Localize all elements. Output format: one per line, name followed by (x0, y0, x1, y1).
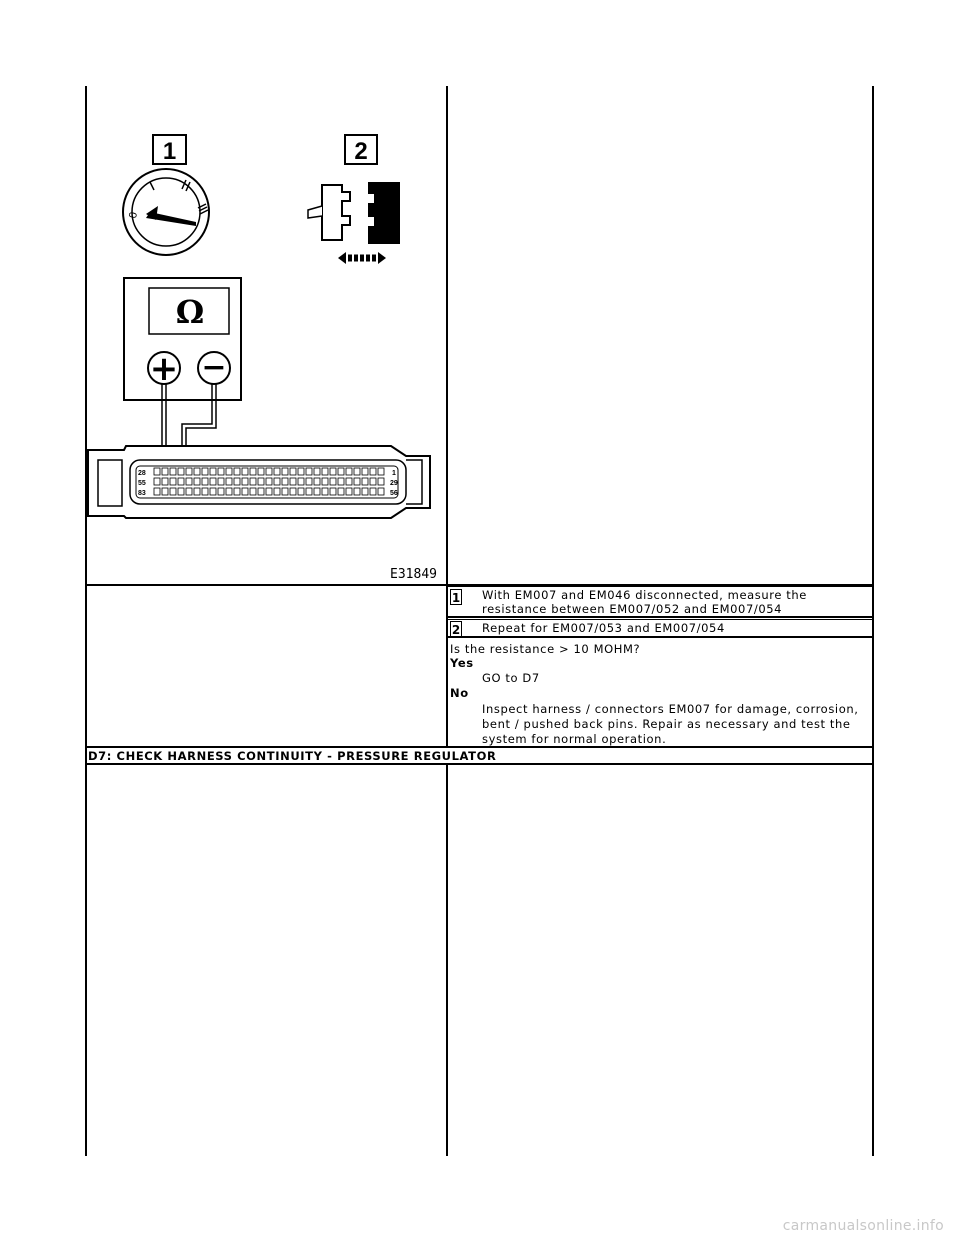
ohm-symbol: Ω (175, 293, 205, 331)
middle-divider-bottom (446, 764, 448, 1156)
step-2-text: Repeat for EM007/053 and EM007/054 (482, 621, 725, 635)
pin-label-28: 28 (138, 470, 146, 477)
pin-label-29: 29 (390, 480, 398, 487)
pin-label-83: 83 (138, 490, 146, 497)
figure-id: E31849 (390, 567, 437, 580)
pin-label-55: 55 (138, 480, 146, 487)
step-1-text-line1: With EM007 and EM046 disconnected, measure the (482, 588, 807, 602)
step1-bottom (446, 616, 874, 618)
no-action-line3: system for normal operation. (482, 732, 667, 746)
callout-1-number: 1 (162, 138, 177, 165)
right-border (872, 86, 874, 1156)
yes-label: Yes (450, 656, 474, 670)
meter-minus-terminal: − (201, 350, 227, 385)
heading-bottom (85, 763, 874, 765)
heading-top (85, 746, 874, 748)
step1-top (446, 586, 874, 587)
callout-2-number: 2 (354, 138, 368, 165)
no-action-line1: Inspect harness / connectors EM007 for damage, corrosion, (482, 702, 859, 716)
middle-divider-top (446, 86, 448, 746)
section-heading: D7: CHECK HARNESS CONTINUITY - PRESSURE REGULATOR (88, 749, 497, 763)
watermark: carmanualsonline.info (782, 1218, 944, 1234)
disconnected-connector-icon (308, 182, 400, 264)
meter-plus-terminal: + (149, 349, 179, 389)
no-action-line2: bent / pushed back pins. Repair as necessary and test the (482, 717, 851, 731)
no-label: No (450, 686, 469, 700)
pin-label-56: 56 (390, 490, 398, 497)
yes-action: GO to D7 (482, 671, 540, 685)
svg-text:0: 0 (127, 211, 140, 220)
pin-label-1: 1 (392, 470, 396, 477)
ecm-connector-icon (88, 446, 430, 518)
question-text: Is the resistance > 10 MOHM? (450, 642, 641, 656)
step2-top (446, 619, 874, 620)
step-1-text-line2: resistance between EM007/052 and EM007/054 (482, 602, 783, 616)
step-1-number: 1 (451, 591, 461, 605)
step-2-number: 2 (451, 623, 461, 637)
ignition-switch-icon (123, 169, 209, 255)
connector-diagram (86, 130, 446, 580)
step2-bottom (446, 636, 874, 638)
pin-grid (154, 468, 384, 495)
